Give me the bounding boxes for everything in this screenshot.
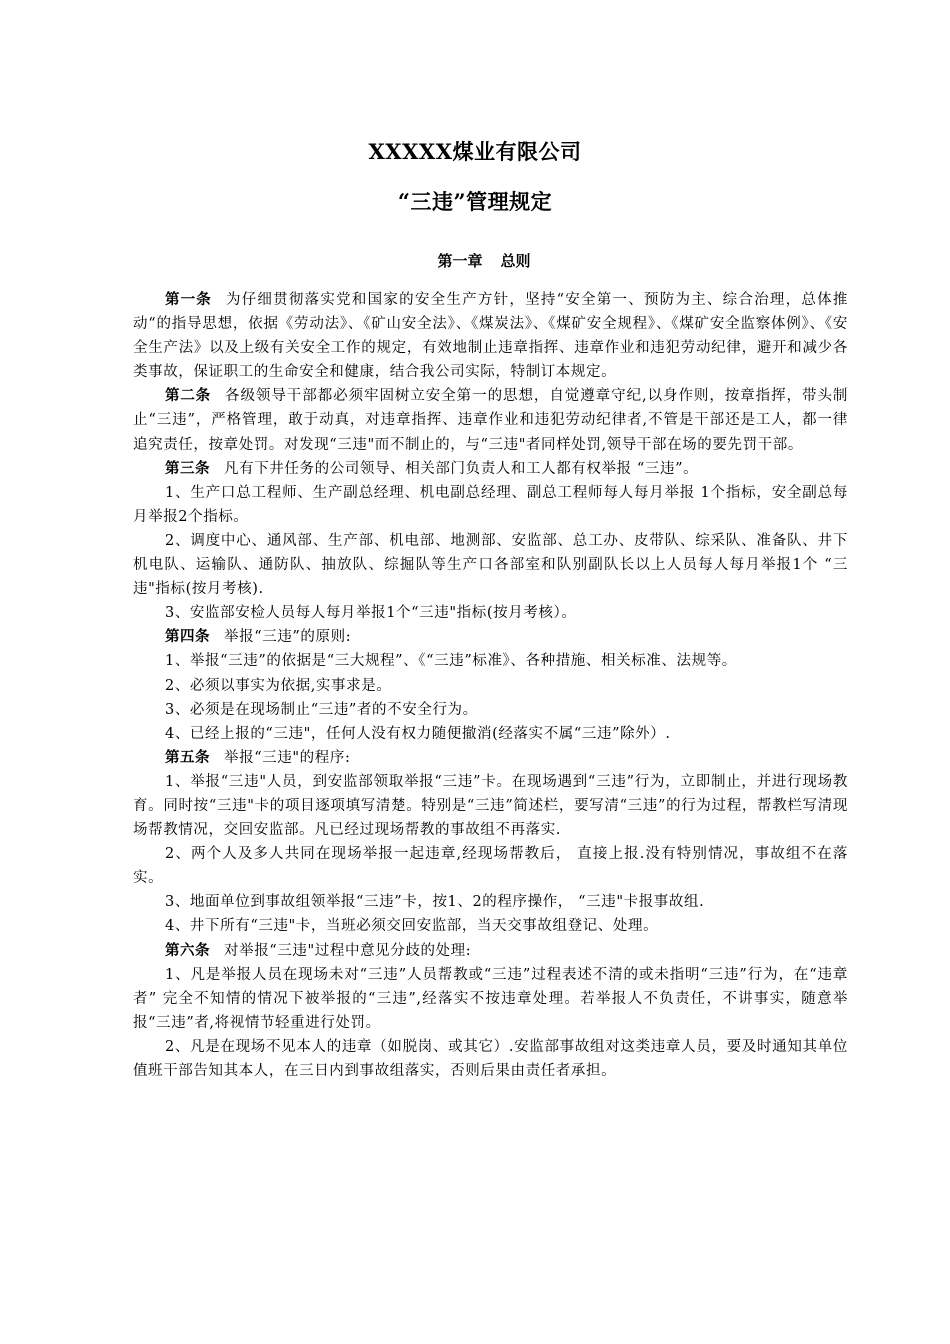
article-number: 第三条 xyxy=(165,460,210,477)
article-number: 第一条 xyxy=(165,292,212,308)
paragraph-text: 3、地面单位到事故组领举报“三违”卡，按1、2的程序操作， “三违"卡报事故组. xyxy=(165,894,705,911)
paragraph xyxy=(133,963,848,1035)
chapter-name: 总则 xyxy=(500,252,531,270)
article-number: 第五条 xyxy=(165,749,210,766)
paragraph xyxy=(133,481,848,529)
paragraph xyxy=(133,746,848,770)
paragraph-text: 4、已经上报的“三违"，任何人没有权力随便撤消(经落实不属“三违”除外）. xyxy=(165,725,671,742)
paragraph xyxy=(133,914,848,938)
paragraph-text: 2、凡是在现场不见本人的违章（如脱岗、或其它）.安监部事故组对这类违章人员，要及时通知其单位值班干部告知其本人，在三日内到事故组落实，否则后果由责任者承担。 xyxy=(133,1038,848,1079)
paragraph xyxy=(133,457,848,481)
paragraph-text: 2、两个人及多人共同在现场举报一起违章,经现场帮教后， 直接上报.没有特别情况，事故组不在落实。 xyxy=(133,846,848,887)
paragraph-text: 1、举报“三违"人员，到安监部领取举报“三违”卡。在现场遇到“三违”行为，立即制止，并进行现场教育。同时按“三违"卡的项目逐项填写清楚。特别是“三违”简述栏，要写清“三违”的行为过程，帮教栏写清现场帮教情况，交回安监部。凡已经过现场帮教的事故组不再落实. xyxy=(133,773,848,839)
paragraph-text: 举报“三违”的原则: xyxy=(224,629,352,646)
paragraph-text: 2、调度中心、通风部、生产部、机电部、地测部、安监部、总工办、皮带队、综采队、准备队、井下机电队、运输队、通防队、抽放队、综掘队等生产口各部室和队别副队长以上人员每人每月举报1个 “三违"指标(按月考核). xyxy=(133,532,848,598)
paragraph xyxy=(133,649,848,673)
paragraph xyxy=(133,601,848,625)
paragraph xyxy=(133,529,848,601)
paragraph xyxy=(133,288,848,384)
paragraph xyxy=(133,674,848,698)
regulation-title: “三违”管理规定 xyxy=(397,189,553,214)
paragraph-text: 4、井下所有“三违"卡，当班必须交回安监部，当天交事故组登记、处理。 xyxy=(165,918,659,935)
paragraph-text: 3、安监部安检人员每人每月举报1个“三违"指标(按月考核）。 xyxy=(165,605,577,622)
paragraph-text: 1、凡是举报人员在现场未对“三违”人员帮教或“三违”过程表述不清的或未指明“三违”行为，在“违章者” 完全不知情的情况下被举报的“三违”,经落实不按违章处理。若举报人不负责任，不讲事实，随意举报“三违”者,将视情节轻重进行处罚。 xyxy=(133,966,848,1031)
paragraph-text: 各级领导干部都必须牢固树立安全第一的思想，自觉遵章守纪,以身作则，按章指挥，带头制止“三违”，严格管理，敢于动真，对违章指挥、违章作业和违犯劳动纪律者,不管是干部还是工人，都一律追究责任，按章处罚。对发现“三违"而不制止的，与“三违"者同样处罚,领导干部在场的要先罚干部。 xyxy=(133,388,848,453)
paragraph xyxy=(133,1035,848,1083)
paragraph-text: 对举报“三违"过程中意见分歧的处理: xyxy=(224,942,472,959)
paragraph xyxy=(133,384,848,456)
chapter-heading xyxy=(0,250,950,271)
paragraph xyxy=(133,890,848,914)
paragraph xyxy=(133,722,848,746)
paragraph xyxy=(133,939,848,963)
paragraph-text: 2、必须以事实为依据,实事求是。 xyxy=(165,677,392,694)
paragraph-text: 3、必须是在现场制止“三违”者的不安全行为。 xyxy=(165,701,478,718)
paragraph xyxy=(133,842,848,890)
article-number: 第二条 xyxy=(165,388,212,405)
paragraph xyxy=(133,625,848,649)
company-title: XXXXX煤业有限公司 xyxy=(368,139,582,164)
paragraph-text: 凡有下井任务的公司领导、相关部门负责人和工人都有权举报 “三违”。 xyxy=(224,460,699,477)
paragraph-text: 1、生产口总工程师、生产副总经理、机电副总经理、副总工程师每人每月举报 1个指标，安全副总每月举报2个指标。 xyxy=(133,484,848,525)
paragraph xyxy=(133,770,848,842)
chapter-label: 第一章 xyxy=(437,252,483,270)
paragraph xyxy=(133,698,848,722)
paragraph-text: 为仔细贯彻落实党和国家的安全生产方针，坚持“安全第一、预防为主、综合治理，总体推动“的指导思想，依据《劳动法》、《矿山安全法》、《煤炭法》、《煤矿安全规程》、《煤矿安全监察体例》、《安全生产法》以及上级有关安全工作的规定，有效地制止违章指挥、违章作业和违犯劳动纪律，避开和减少各类事故，保证职工的生命安全和健康，结合我公司实际，特制订本规定。 xyxy=(133,292,848,381)
paragraph-text: 1、举报“三违”的依据是“三大规程”、《“三违”标准》、各种措施、相关标准、法规等。 xyxy=(165,653,737,670)
document-body xyxy=(133,288,848,1083)
article-number: 第六条 xyxy=(165,942,210,959)
article-number: 第四条 xyxy=(165,629,210,646)
paragraph-text: 举报“三违"的程序: xyxy=(224,749,351,766)
